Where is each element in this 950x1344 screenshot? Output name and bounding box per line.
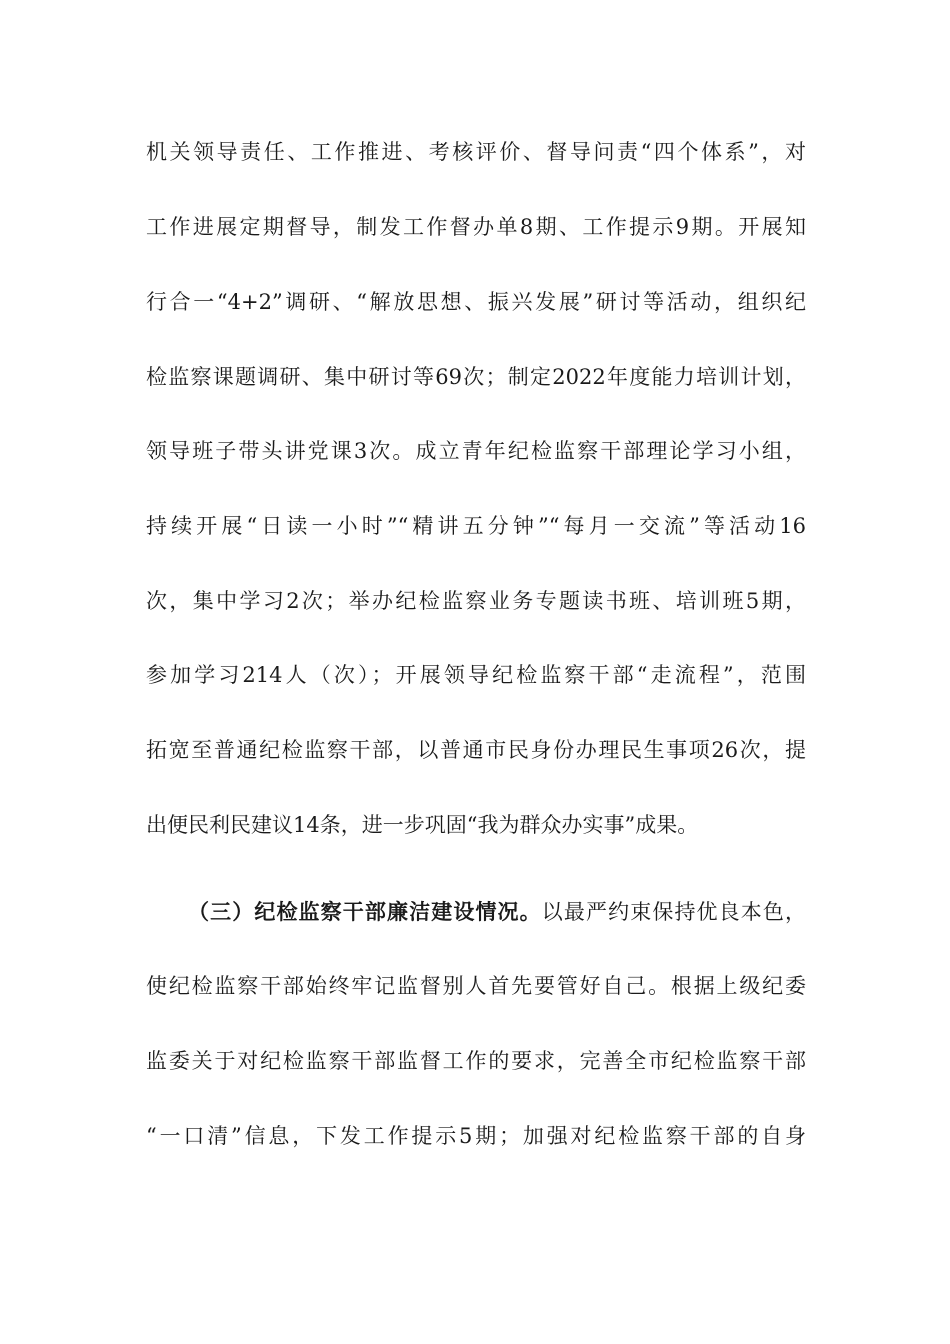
paragraph-line: 出便民利民建议14条，进一步巩固“我为群众办实事”成果。 [146,813,699,837]
paragraph-line: 拓宽至普通纪检监察干部，以普通市民身份办理民生事项26次，提 [146,738,806,762]
paragraph-line: 次，集中学习2次；举办纪检监察业务专题读书班、培训班5期， [146,589,806,613]
paragraph-line: 使纪检监察干部始终牢记监督别人首先要管好自己。根据上级纪委 [146,974,806,998]
paragraph-line: 参加学习214人（次）；开展领导纪检监察干部“走流程”，范围 [146,663,806,687]
paragraph-line: 行合一“4+2”调研、“解放思想、振兴发展”研讨等活动，组织纪 [146,290,806,314]
paragraph-line: 检监察课题调研、集中研讨等69次；制定2022年度能力培训计划， [146,365,806,389]
section-heading: （三）纪检监察干部廉洁建设情况。 [188,899,542,924]
paragraph-line: 机关领导责任、工作推进、考核评价、督导问责“四个体系”，对 [146,140,806,164]
paragraph-line: 工作进展定期督导，制发工作督办单8期、工作提示9期。开展知 [146,215,806,239]
paragraph-line: “一口清”信息，下发工作提示5期；加强对纪检监察干部的自身 [146,1124,806,1148]
paragraph-line: 持续开展“日读一小时”“精讲五分钟”“每月一交流”等活动16 [146,514,806,538]
section-heading-rest: 以最严约束保持优良本色， [541,900,806,924]
paragraph-line: 监委关于对纪检监察干部监督工作的要求，完善全市纪检监察干部 [146,1049,806,1073]
section-heading-line [188,897,806,927]
paragraph-line: 领导班子带头讲党课3次。成立青年纪检监察干部理论学习小组， [146,439,806,463]
